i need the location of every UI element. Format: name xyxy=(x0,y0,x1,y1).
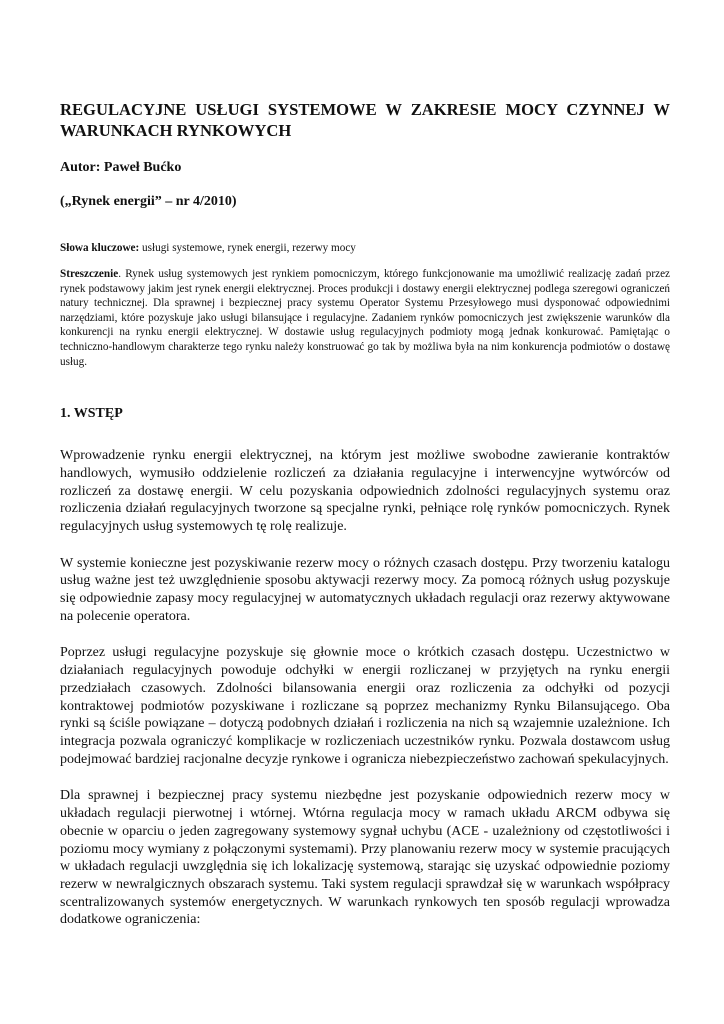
source-line: („Rynek energii” – nr 4/2010) xyxy=(60,194,237,209)
paragraph: Wprowadzenie rynku energii elektrycznej, na którym jest możliwe swobodne zawieranie kontraktów handlowych, wymusiło oddzielenie rozliczeń za działania regulacyjne i interwencyjne wytwórców od rozliczeń za dostawę energii. W celu pozyskania odpowiednich zdolności regulacyjnych systemu oraz rozliczenia działań regulacyjnych tworzone są specjalne rynki, pełniące rolę rynków pomocniczych. Rynek regulacyjnych usług systemowych tę rolę realizuje. xyxy=(60,448,670,534)
section-heading: 1. WSTĘP xyxy=(60,406,123,422)
paragraph: Poprzez usługi regulacyjne pozyskuje się głownie moce o krótkich czasach dostępu. Uczestnictwo w działaniach regulacyjnych powoduje odchyłki w energii rozliczanej w przyjętych na rynku energii przedziałach czasowych. Zdolności bilansowania energii oraz rozliczenia za odchyłki od pozycji kontraktowej podmiotów pozyskiwane i rozliczane są poprzez mechanizmy Rynku Bilansującego. Oba rynki są ściśle powiązane – dotyczą podobnych działań i rozliczenia na nich są wzajemnie uzależnione. Ich integracja pozwala ograniczyć komplikacje w rozliczeniach uczestników rynku. Pozwala dostawcom usług podejmować bardziej racjonalne decyzje rynkowe i ogranicza niebezpieczeństwo zachowań spekulacyjnych. xyxy=(60,645,670,767)
document-page xyxy=(60,99,670,948)
paragraph: W systemie konieczne jest pozyskiwanie rezerw mocy o różnych czasach dostępu. Przy tworzeniu katalogu usług ważne jest też uwzględnienie sposobu aktywacji rezerwy mocy. Za pomocą różnych usług pozyskuje się odpowiednie zapasy mocy regulacyjnej w automatycznych układach regulacji oraz rezerwy aktywowane na polecenie operatora. xyxy=(60,555,670,624)
document-title: REGULACYJNE USŁUGI SYSTEMOWE W ZAKRESIE MOCY CZYNNEJ W WARUNKACH RYNKOWYCH xyxy=(60,100,670,140)
abstract-text: . Rynek usług systemowych jest rynkiem pomocniczym, którego funkcjonowanie ma umożliwić realizację zadań przez rynek podstawowy jakim jest rynek energii elektrycznej. Proces produkcji i dostawy energii elektrycznej podlega szeregowi ograniczeń natury technicznej. Dla sprawnej i bezpiecznej pracy systemu Operator Systemu Przesyłowego musi dysponować odpowiednimi narzędziami, które pozyskuje jako usługi bilansujące i regulacyjne. Zadaniem rynków pomocniczych jest zwiększenie warunków dla konkurencji na rynku energii elektrycznej. W dostawie usług regulacyjnych podmioty mogą jednak konkurować. Pamiętając o techniczno-handlowym charakterze tego rynku należy konstruować go tak by możliwa była na nim konkurencja podmiotów o dostawę usług. xyxy=(60,268,670,368)
keywords-text: usługi systemowe, rynek energii, rezerwy mocy xyxy=(139,242,356,254)
abstract-block xyxy=(60,267,670,369)
keywords-block xyxy=(60,241,670,255)
keywords-label: Słowa kluczowe: xyxy=(60,242,140,254)
author-line: Autor: Paweł Bućko xyxy=(60,160,182,175)
paragraph: Dla sprawnej i bezpiecznej pracy systemu niezbędne jest pozyskanie odpowiednich rezerw mocy w układach regulacji pierwotnej i wtórnej. Wtórna regulacja mocy w ramach układu ARCM odbywa się obecnie w oparciu o jeden zagregowany systemowy sygnał uchybu (ACE - uzależniony od częstotliwości i poziomu mocy wymiany z połączonymi systemami). Przy planowaniu rezerw mocy w systemie pracujących w układach regulacji uwzględnia się ich lokalizację systemową, starając się uzyskać odpowiednie poziomy rezerw w newralgicznych obszarach systemu. Taki system regulacji sprawdzał się w warunkach współpracy scentralizowanych systemów energetycznych. W warunkach rynkowych ten sposób regulacji wprowadza dodatkowe ograniczenia: xyxy=(60,788,670,928)
abstract-label: Streszczenie xyxy=(60,268,119,280)
